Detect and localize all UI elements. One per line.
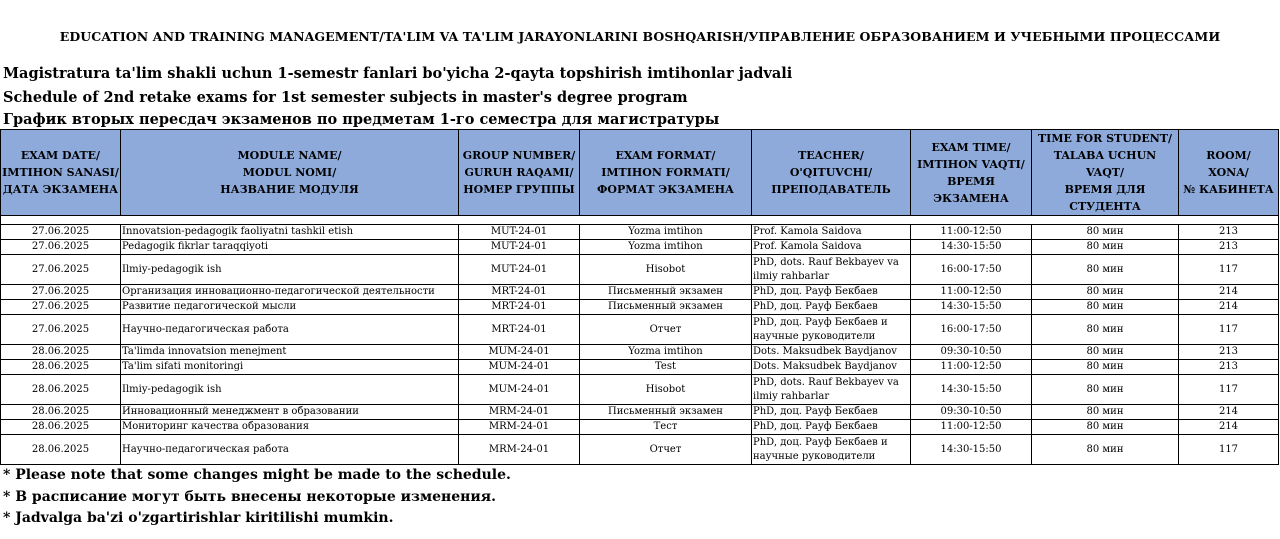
cell-group-number: MRT-24-01 bbox=[459, 315, 580, 345]
header-room: ROOM/ XONA/ № КАБИНЕТА bbox=[1179, 130, 1279, 216]
cell-time-for-student: 80 мин bbox=[1032, 435, 1179, 465]
cell-time-for-student: 80 мин bbox=[1032, 240, 1179, 255]
cell-teacher: PhD, доц. Рауф Бекбаев bbox=[752, 300, 911, 315]
header-exam-format: EXAM FORMAT/ IMTIHON FORMATI/ ФОРМАТ ЭКЗАМЕНА bbox=[580, 130, 752, 216]
cell-exam-time: 11:00-12:50 bbox=[911, 360, 1032, 375]
exam-schedule-table bbox=[0, 129, 1279, 465]
cell-room: 117 bbox=[1179, 315, 1279, 345]
note-uzbek: * Jadvalga ba'zi o'zgartirishlar kiritilishi mumkin. bbox=[3, 510, 394, 526]
cell-exam-format: Yozma imtihon bbox=[580, 225, 752, 240]
cell-exam-time: 16:00-17:50 bbox=[911, 315, 1032, 345]
cell-exam-date: 27.06.2025 bbox=[1, 255, 121, 285]
cell-group-number: MUT-24-01 bbox=[459, 225, 580, 240]
cell-teacher: PhD, dots. Rauf Bekbayev va ilmiy rahbarlar bbox=[752, 255, 911, 285]
cell-time-for-student: 80 мин bbox=[1032, 315, 1179, 345]
cell-exam-date: 28.06.2025 bbox=[1, 360, 121, 375]
cell-exam-format: Hisobot bbox=[580, 255, 752, 285]
cell-time-for-student: 80 мин bbox=[1032, 405, 1179, 420]
cell-room: 117 bbox=[1179, 375, 1279, 405]
cell-exam-time: 16:00-17:50 bbox=[911, 255, 1032, 285]
cell-group-number: MRM-24-01 bbox=[459, 420, 580, 435]
cell-exam-format: Тест bbox=[580, 420, 752, 435]
cell-exam-time: 09:30-10:50 bbox=[911, 405, 1032, 420]
cell-exam-time: 11:00-12:50 bbox=[911, 285, 1032, 300]
cell-exam-format: Yozma imtihon bbox=[580, 345, 752, 360]
table-row bbox=[1, 255, 1279, 285]
cell-time-for-student: 80 мин bbox=[1032, 225, 1179, 240]
cell-exam-format: Письменный экзамен bbox=[580, 300, 752, 315]
cell-exam-format: Test bbox=[580, 360, 752, 375]
table-row bbox=[1, 225, 1279, 240]
header-time-for-student: TIME FOR STUDENT/ TALABA UCHUN VAQT/ ВРЕМЯ ДЛЯ СТУДЕНТА bbox=[1032, 130, 1179, 216]
table-row bbox=[1, 435, 1279, 465]
cell-exam-date: 27.06.2025 bbox=[1, 225, 121, 240]
cell-exam-format: Отчет bbox=[580, 315, 752, 345]
cell-room: 117 bbox=[1179, 435, 1279, 465]
subtitle-english: Schedule of 2nd retake exams for 1st semester subjects in master's degree program bbox=[3, 89, 688, 106]
cell-module-name: Pedagogik fikrlar taraqqiyoti bbox=[121, 240, 459, 255]
cell-time-for-student: 80 мин bbox=[1032, 420, 1179, 435]
note-russian: * В расписание могут быть внесены некоторые изменения. bbox=[3, 489, 497, 505]
cell-module-name: Ilmiy-pedagogik ish bbox=[121, 255, 459, 285]
cell-teacher: PhD, доц. Рауф Бекбаев и научные руководители bbox=[752, 315, 911, 345]
header-spacer-row bbox=[1, 216, 1279, 225]
cell-exam-time: 14:30-15:50 bbox=[911, 435, 1032, 465]
cell-teacher: Prof. Kamola Saidova bbox=[752, 225, 911, 240]
cell-module-name: Научно-педагогическая работа bbox=[121, 435, 459, 465]
cell-exam-time: 14:30-15:50 bbox=[911, 240, 1032, 255]
table-row bbox=[1, 300, 1279, 315]
header-row bbox=[1, 130, 1279, 216]
cell-exam-date: 28.06.2025 bbox=[1, 375, 121, 405]
cell-module-name: Ta'lim sifati monitoringi bbox=[121, 360, 459, 375]
cell-teacher: Dots. Maksudbek Baydjanov bbox=[752, 360, 911, 375]
cell-exam-date: 28.06.2025 bbox=[1, 345, 121, 360]
cell-room: 213 bbox=[1179, 225, 1279, 240]
cell-group-number: MRT-24-01 bbox=[459, 285, 580, 300]
cell-group-number: MUM-24-01 bbox=[459, 345, 580, 360]
cell-group-number: MRM-24-01 bbox=[459, 405, 580, 420]
cell-teacher: PhD, dots. Rauf Bekbayev va ilmiy rahbarlar bbox=[752, 375, 911, 405]
cell-exam-format: Hisobot bbox=[580, 375, 752, 405]
cell-module-name: Innovatsion-pedagogik faoliyatni tashkil etish bbox=[121, 225, 459, 240]
cell-time-for-student: 80 мин bbox=[1032, 300, 1179, 315]
cell-room: 214 bbox=[1179, 285, 1279, 300]
cell-group-number: MUT-24-01 bbox=[459, 240, 580, 255]
cell-teacher: PhD, доц. Рауф Бекбаев bbox=[752, 420, 911, 435]
cell-exam-date: 28.06.2025 bbox=[1, 435, 121, 465]
header-exam-time: EXAM TIME/ IMTIHON VAQTI/ ВРЕМЯ ЭКЗАМЕНА bbox=[911, 130, 1032, 216]
cell-time-for-student: 80 мин bbox=[1032, 255, 1179, 285]
header-teacher: TEACHER/ O'QITUVCHI/ ПРЕПОДАВАТЕЛЬ bbox=[752, 130, 911, 216]
cell-exam-format: Письменный экзамен bbox=[580, 285, 752, 300]
cell-exam-date: 28.06.2025 bbox=[1, 405, 121, 420]
cell-exam-format: Отчет bbox=[580, 435, 752, 465]
header-module-name: MODULE NAME/ MODUL NOMI/ НАЗВАНИЕ МОДУЛЯ bbox=[121, 130, 459, 216]
cell-exam-date: 27.06.2025 bbox=[1, 300, 121, 315]
cell-module-name: Организация инновационно-педагогической деятельности bbox=[121, 285, 459, 300]
cell-room: 213 bbox=[1179, 240, 1279, 255]
cell-teacher: PhD, доц. Рауф Бекбаев bbox=[752, 285, 911, 300]
table-row bbox=[1, 345, 1279, 360]
cell-exam-time: 09:30-10:50 bbox=[911, 345, 1032, 360]
cell-time-for-student: 80 мин bbox=[1032, 360, 1179, 375]
table-row bbox=[1, 420, 1279, 435]
cell-room: 213 bbox=[1179, 360, 1279, 375]
cell-exam-date: 28.06.2025 bbox=[1, 420, 121, 435]
table-row bbox=[1, 360, 1279, 375]
cell-group-number: MRT-24-01 bbox=[459, 300, 580, 315]
cell-room: 214 bbox=[1179, 420, 1279, 435]
cell-teacher: PhD, доц. Рауф Бекбаев и научные руководители bbox=[752, 435, 911, 465]
cell-teacher: Dots. Maksudbek Baydjanov bbox=[752, 345, 911, 360]
cell-exam-time: 14:30-15:50 bbox=[911, 375, 1032, 405]
subtitle-uzbek: Magistratura ta'lim shakli uchun 1-semestr fanlari bo'yicha 2-qayta topshirish imtihonlar jadvali bbox=[3, 65, 793, 82]
cell-group-number: MUM-24-01 bbox=[459, 360, 580, 375]
cell-module-name: Научно-педагогическая работа bbox=[121, 315, 459, 345]
note-english: * Please note that some changes might be made to the schedule. bbox=[3, 467, 511, 483]
cell-module-name: Ilmiy-pedagogik ish bbox=[121, 375, 459, 405]
header-group-number: GROUP NUMBER/ GURUH RAQAMI/ НОМЕР ГРУППЫ bbox=[459, 130, 580, 216]
cell-exam-date: 27.06.2025 bbox=[1, 240, 121, 255]
cell-time-for-student: 80 мин bbox=[1032, 345, 1179, 360]
cell-exam-time: 14:30-15:50 bbox=[911, 300, 1032, 315]
table-row bbox=[1, 315, 1279, 345]
table-row bbox=[1, 405, 1279, 420]
cell-exam-time: 11:00-12:50 bbox=[911, 225, 1032, 240]
cell-group-number: MRM-24-01 bbox=[459, 435, 580, 465]
cell-room: 117 bbox=[1179, 255, 1279, 285]
table-row bbox=[1, 240, 1279, 255]
cell-module-name: Ta'limda innovatsion menejment bbox=[121, 345, 459, 360]
cell-exam-date: 27.06.2025 bbox=[1, 315, 121, 345]
cell-teacher: PhD, доц. Рауф Бекбаев bbox=[752, 405, 911, 420]
table-row bbox=[1, 375, 1279, 405]
document-title: EDUCATION AND TRAINING MANAGEMENT/TA'LIM VA TA'LIM JARAYONLARINI BOSHQARISH/УПРАВЛЕНИЕ ОБРАЗОВАНИЕМ И УЧЕБНЫМИ ПРОЦЕССАМИ bbox=[59, 29, 1221, 44]
cell-exam-date: 27.06.2025 bbox=[1, 285, 121, 300]
cell-module-name: Инновационный менеджмент в образовании bbox=[121, 405, 459, 420]
cell-group-number: MUM-24-01 bbox=[459, 375, 580, 405]
cell-group-number: MUT-24-01 bbox=[459, 255, 580, 285]
cell-module-name: Мониторинг качества образования bbox=[121, 420, 459, 435]
cell-room: 214 bbox=[1179, 300, 1279, 315]
cell-exam-time: 11:00-12:50 bbox=[911, 420, 1032, 435]
header-exam-date: EXAM DATE/ IMTIHON SANASI/ ДАТА ЭКЗАМЕНА bbox=[1, 130, 121, 216]
cell-exam-format: Письменный экзамен bbox=[580, 405, 752, 420]
cell-teacher: Prof. Kamola Saidova bbox=[752, 240, 911, 255]
cell-module-name: Развитие педагогической мысли bbox=[121, 300, 459, 315]
cell-time-for-student: 80 мин bbox=[1032, 285, 1179, 300]
table-row bbox=[1, 285, 1279, 300]
cell-exam-format: Yozma imtihon bbox=[580, 240, 752, 255]
subtitle-russian: График вторых пересдач экзаменов по предметам 1-го семестра для магистратуры bbox=[3, 111, 720, 128]
cell-time-for-student: 80 мин bbox=[1032, 375, 1179, 405]
cell-room: 214 bbox=[1179, 405, 1279, 420]
cell-room: 213 bbox=[1179, 345, 1279, 360]
